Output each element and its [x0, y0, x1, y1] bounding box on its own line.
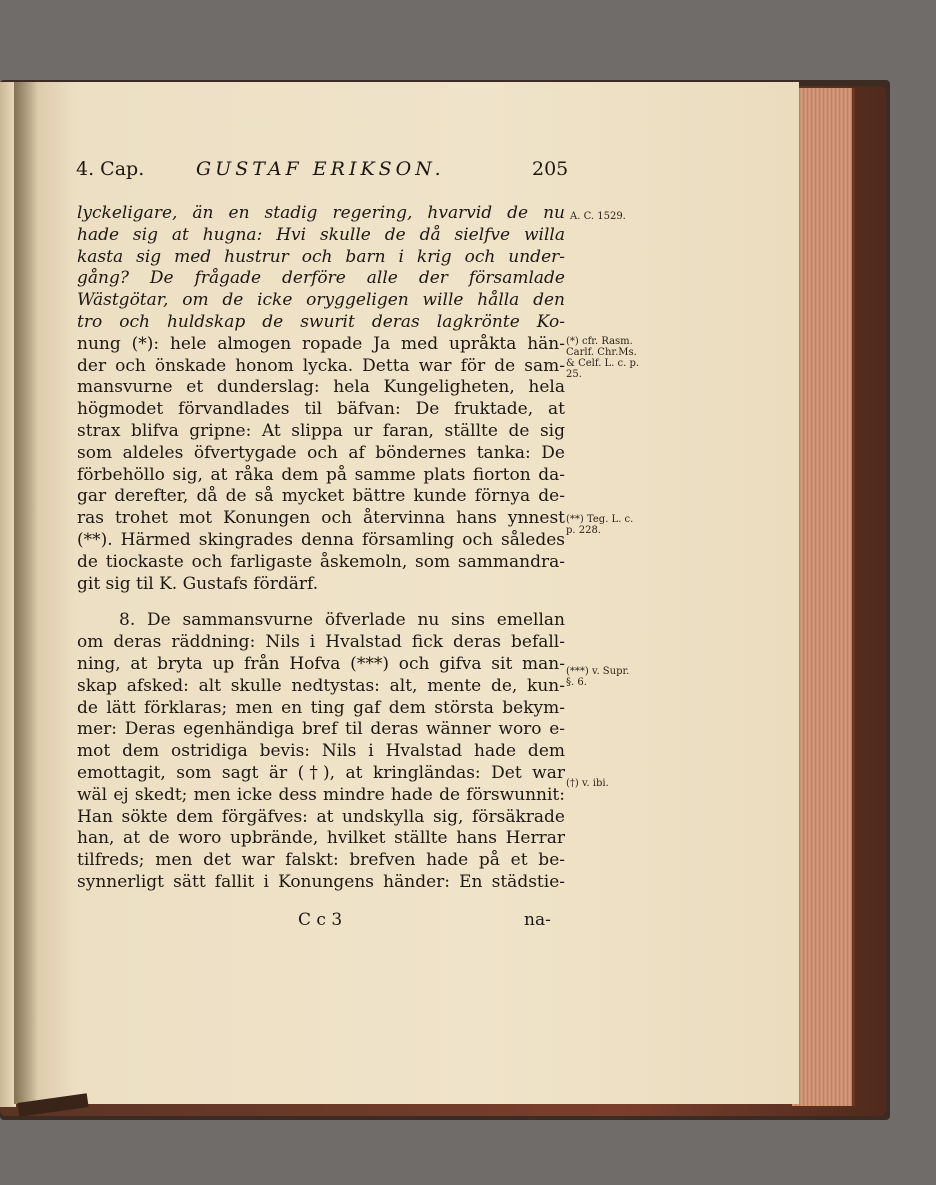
text-line: ning, at bryta up från Hofva (***) och gifva sit man-	[77, 653, 565, 674]
running-head-chapter: 4. Cap.	[76, 158, 145, 180]
text-line: förbehöllo sig, at råka dem på samme plats fiorton da-	[77, 464, 565, 485]
paragraph-2	[77, 610, 565, 893]
margin-note-line: 25.	[566, 369, 582, 380]
text-line: nung (*): hele almogen ropade Ja med upråkta hän-	[77, 333, 565, 354]
running-head-title: GUSTAF ERIKSON.	[196, 158, 445, 180]
text-line: högmodet förvandlades til bäfvan: De fruktade, at	[77, 399, 565, 420]
page-edges	[792, 88, 855, 1106]
paragraph-1	[77, 203, 565, 595]
text-line: (**). Härmed skingrades denna församling och således	[77, 529, 565, 550]
margin-note-3	[566, 666, 629, 688]
text-line: mansvurne et dunderslag: hela Kungeligheten, hela	[77, 377, 565, 398]
text-line: skap afsked: alt skulle nedtystas: alt, mente de, kun-	[77, 675, 565, 696]
margin-note-line: & Celf. L. c. p.	[566, 358, 640, 369]
text-line: hade sig at hugna: Hvi skulle de då sielfve willa	[77, 224, 565, 245]
signature-mark: C c 3	[298, 910, 343, 930]
margin-note-year: A. C. 1529.	[570, 211, 626, 222]
text-line: om deras räddning: Nils i Hvalstad fick deras befall-	[77, 632, 565, 653]
margin-note-1	[566, 336, 639, 380]
text-line: han, at de woro upbrände, hvilket ställte hans Herrar	[77, 828, 565, 849]
text-line: gar derefter, då de så mycket bättre kunde förnya de-	[77, 486, 565, 507]
text-line: mer: Deras egenhändiga bref til deras wänner woro e-	[77, 719, 565, 740]
text-line: strax blifva gripne: At slippa ur faran, ställte de sig	[77, 420, 565, 441]
text-line: emottagit, som sagt är (†), at kringländas: Det war	[77, 762, 565, 783]
text-line: mot dem ostridiga bevis: Nils i Hvalstad hade dem	[77, 741, 565, 762]
margin-note-line: (†) v. ibi.	[566, 778, 609, 789]
text-line: synnerligt sätt fallit i Konungens händer: En städstie-	[77, 871, 565, 892]
text-line: kasta sig med hustrur och barn i krig och under-	[77, 246, 565, 267]
text-line: tro och huldskap de swurit deras lagkrönte Ko-	[77, 311, 565, 332]
paragraph-gap	[77, 595, 565, 610]
text-line: Han sökte dem förgäfves: at undskylla sig, försäkrade	[77, 806, 565, 827]
text-line: de tiockaste och farligaste åskemoln, som sammandra-	[77, 551, 565, 572]
page-body	[77, 203, 565, 894]
margin-note-line: (**) Teg. L. c.	[566, 514, 634, 525]
text-line: som aldeles öfvertygade och af böndernes tanka: De	[77, 442, 565, 463]
text-line: wäl ej skedt; men icke dess mindre hade de förswunnit:	[77, 784, 565, 805]
text-line: Wästgötar, om de icke oryggeligen wille hålla den	[77, 290, 565, 311]
margin-note-2	[566, 514, 633, 536]
margin-note-line: Carlf. Chr.Ms.	[566, 347, 637, 358]
text-line: lyckeligare, än en stadig regering, hvarvid de nu	[77, 203, 565, 223]
page-gutter	[14, 82, 38, 1104]
margin-note-line: (*) cfr. Rasm.	[566, 336, 633, 347]
text-line: git sig til K. Gustafs fördärf.	[77, 573, 319, 594]
margin-note-line: §. 6.	[566, 677, 587, 688]
text-line: 8. De sammansvurne öfverlade nu sins emellan	[119, 610, 565, 631]
text-line: ras trohet mot Konungen och återvinna hans ynnest	[77, 508, 565, 529]
text-line: de lätt förklaras; men en ting gaf dem största bekym-	[77, 697, 565, 718]
margin-note-line: p. 228.	[566, 525, 602, 536]
text-line: tilfreds; men det war falskt: brefven hade på et be-	[77, 850, 565, 871]
text-line: der och önskade honom lycka. Detta war för de sam-	[77, 355, 565, 376]
page-number: 205	[532, 158, 569, 180]
text-line: gång? De frågade derföre alle der församlade	[77, 268, 565, 289]
margin-note-4	[566, 778, 609, 789]
margin-note-line: (***) v. Supr.	[566, 666, 630, 677]
catchword: na-	[524, 910, 551, 930]
